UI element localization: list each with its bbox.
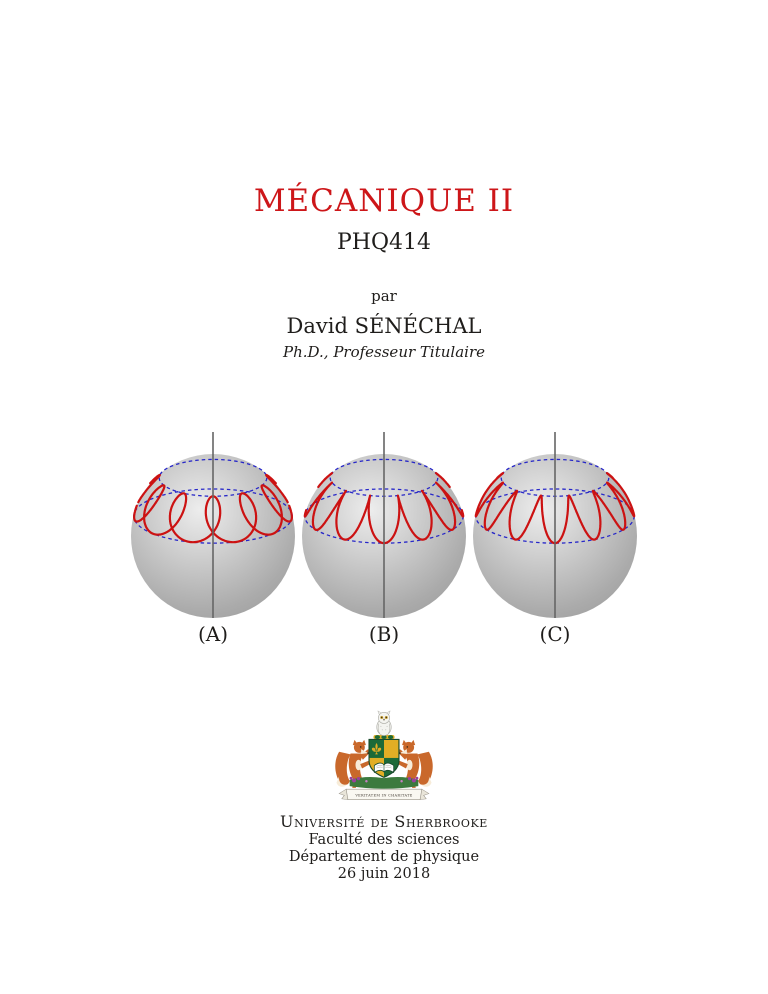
motto-text: VERITATEM IN CHARITATE	[355, 793, 413, 798]
sphere-figure-b	[298, 428, 470, 624]
sphere-figure-a	[127, 428, 299, 624]
open-book-icon	[374, 763, 393, 772]
faculty-name: Faculté des sciences	[308, 832, 460, 848]
sphere-figure-c	[469, 428, 641, 624]
figure-label-a: (A)	[197, 622, 229, 646]
base-flowers	[350, 777, 419, 789]
figure-label-c: (C)	[539, 622, 571, 646]
sphere-column-a	[128, 428, 299, 646]
university-crest	[318, 706, 450, 805]
owl-icon	[377, 711, 391, 736]
shield-icon	[369, 739, 399, 778]
crest-svg	[318, 706, 450, 805]
footer-block	[0, 812, 768, 883]
publication-date: 26 juin 2018	[337, 866, 431, 882]
sphere-column-b	[299, 428, 470, 646]
author-name: David SÉNÉCHAL	[286, 314, 482, 338]
sphere-column-c	[470, 428, 641, 646]
page-title: MÉCANIQUE II	[253, 183, 515, 219]
department-name: Département de physique	[288, 849, 480, 865]
sphere-figure-row	[0, 428, 768, 646]
author-credentials: Ph.D., Professeur Titulaire	[283, 343, 485, 361]
institution-name: Université de Sherbrooke	[280, 812, 488, 831]
byline: par	[371, 287, 397, 305]
figure-label-b: (B)	[368, 622, 400, 646]
motto-ribbon	[339, 789, 429, 800]
course-code: PHQ414	[336, 230, 431, 255]
